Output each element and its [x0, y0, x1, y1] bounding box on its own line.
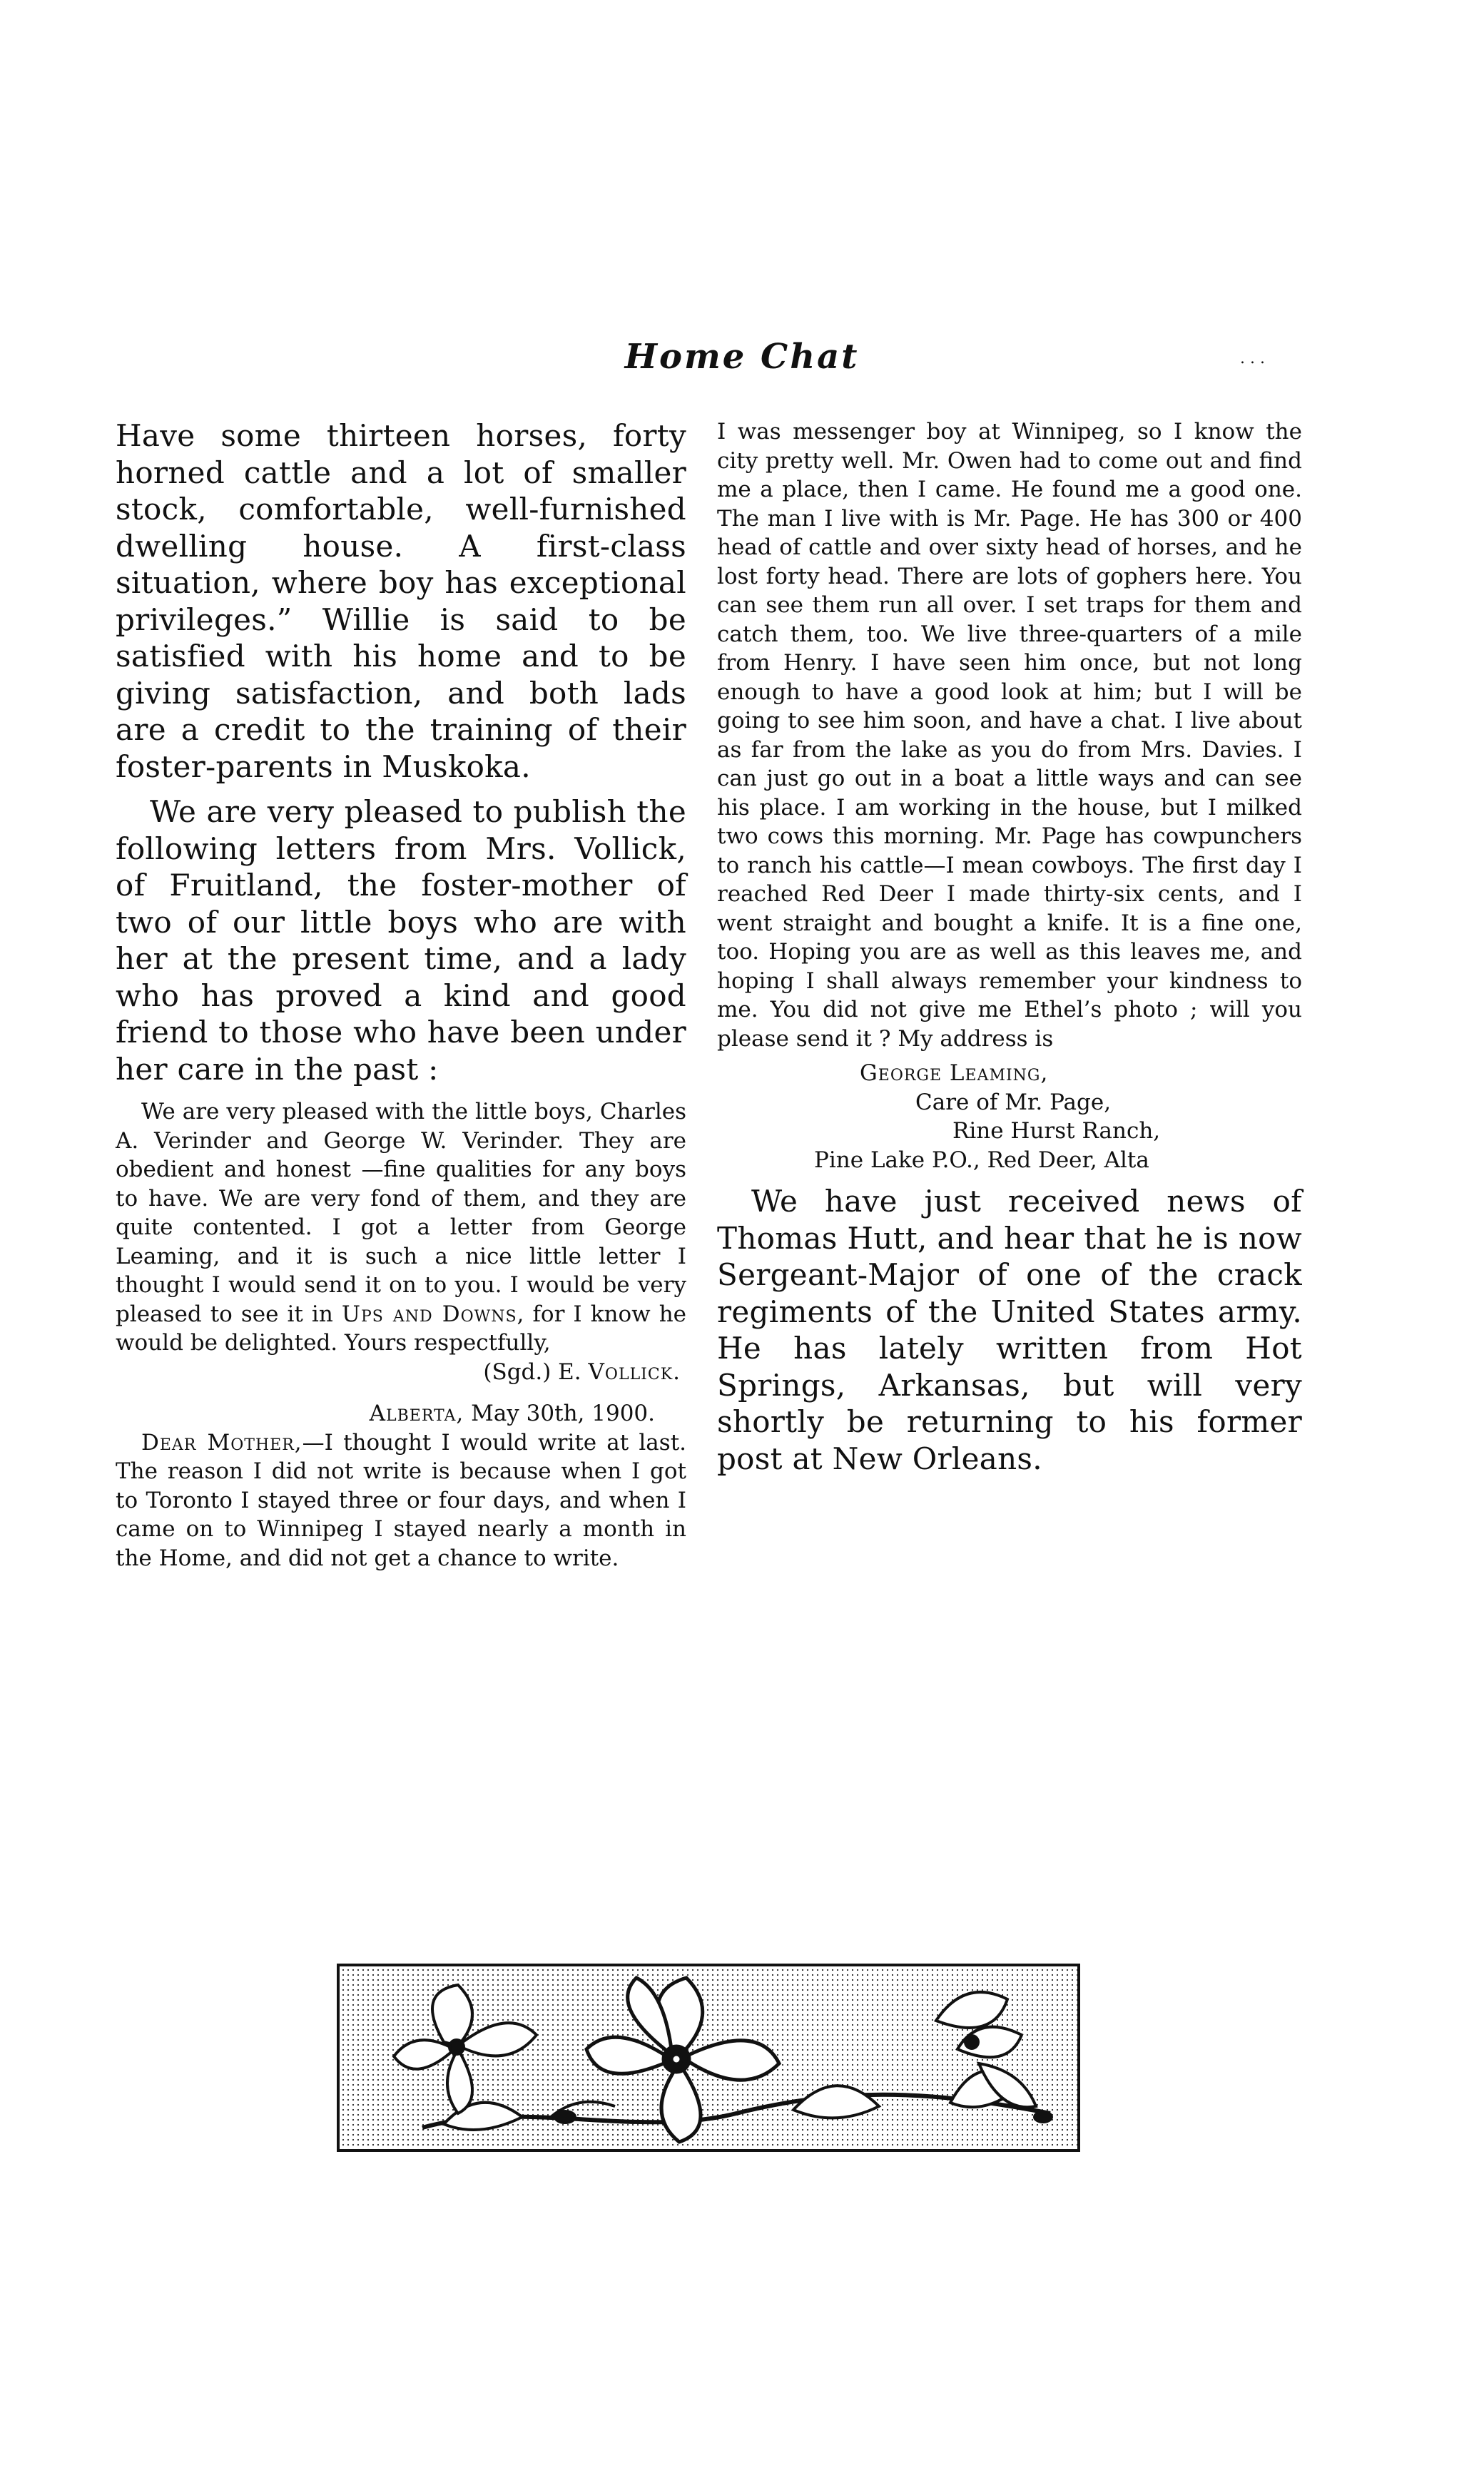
paragraph-vollick-intro: We are very pleased to publish the following letters from Mrs. Vollick, of Fruitland, the foster-mother of two of our little boys who are with her at the present time, and a lady who has proved a kind and good friend to those who have been under her care in the past :: [116, 794, 686, 1087]
left-column: [116, 417, 686, 1573]
address-line-1: Care of Mr. Page,: [915, 1089, 1112, 1115]
leaming-letter-continued: I was messenger boy at Winnipeg, so I know the city pretty well. Mr. Owen had to come out and find me a place, then I came. He found me a good one. The man I live with is Mr. Page. He has 300 or 400 head of cattle and over sixty head of horses, and he lost forty head. There are lots of gophers here. You can see them run all over. I set traps for them and catch them, too. We live three-quarters of a mile from Henry. I have seen him once, but not long enough to have a good look at him; but I will be going to see him soon, and have a chat. I live about as far from the lake as you do from Mrs. Davies. I can just go out in a boat a little ways and can see his place. I am working in the house, but I milked two cows this morning. Mr. Page has cowpunchers to ranch his cattle—I mean cowboys. The first day I reached Red Deer I made thirty-six cents, and I went straight and bought a knife. It is a fine one, too. Hoping you are as well as this leaves me, and hoping I shall always remember your kindness to me. You did not give me Ethel’s photo ; will you please send it ? My address is: [717, 419, 1302, 1052]
right-column: [717, 417, 1302, 1477]
publication-name: Ups and Downs: [341, 1301, 517, 1327]
leaming-address: [717, 1059, 1302, 1174]
paragraph-willie: Have some thirteen horses, forty horned cattle and a lot of smaller stock, comfortable, well-furnished dwelling house. A first-class situation, where boy has exceptional privileges.” Willie is said to be satisfied with his home and to be giving satisfaction, and both lads are a credit to the training of their foster-parents in Muskoka.: [116, 418, 686, 784]
page-title: Home Chat: [624, 337, 860, 377]
vollick-letter-text: We are very pleased with the little boys, Charles A. Verinder and George W. Verinder. They are obedient and honest —fine qualities for any boys to have. We are very fond of them, and they are quite contented. I got a letter from George Leaming, and it is such a nice little letter I thought I would send it on to you. I would be very pleased to see it in: [116, 1099, 686, 1327]
vollick-letter-body: [116, 1097, 686, 1358]
leaming-letter-text: —I thought I would write at last. The reason I did not write is because when I got to Toronto I stayed three or four days, and when I came on to Winnipeg I stayed nearly a month in the Home, and did not get a chance to write.: [116, 1429, 687, 1571]
floral-ornament-icon: [337, 1964, 1080, 2152]
address-name: George Leaming,: [860, 1060, 1049, 1086]
dateline-date: May 30th, 1900.: [471, 1401, 655, 1426]
page-header: [0, 335, 1484, 392]
address-line-3: Pine Lake P.O., Red Deer, Alta: [814, 1147, 1149, 1173]
vollick-letter-text-end: , for I know he would be delighted.: [116, 1301, 687, 1356]
address-line-2: Rine Hurst Ranch,: [952, 1118, 1161, 1144]
signature-prefix: (Sgd.) E.: [483, 1359, 581, 1385]
page-mark: . . .: [1240, 350, 1265, 367]
leaming-letter-start: [116, 1428, 686, 1573]
vollick-letter-closing: Yours respectfully,: [345, 1330, 551, 1356]
vollick-signature: [116, 1358, 686, 1387]
signature-name: Vollick.: [588, 1359, 681, 1385]
leaming-letter-dateline: [116, 1399, 686, 1428]
dateline-place: Alberta,: [369, 1401, 464, 1426]
letter-salutation: Dear Mother,: [141, 1429, 303, 1456]
paragraph-thomas-hutt: We have just received news of Thomas Hutt, and hear that he is now Sergeant-Major of one of the crack regiments of the United States army. He has lately written from Hot Springs, Arkansas, but will very shortly be returning to his former post at New Orleans.: [717, 1184, 1302, 1476]
